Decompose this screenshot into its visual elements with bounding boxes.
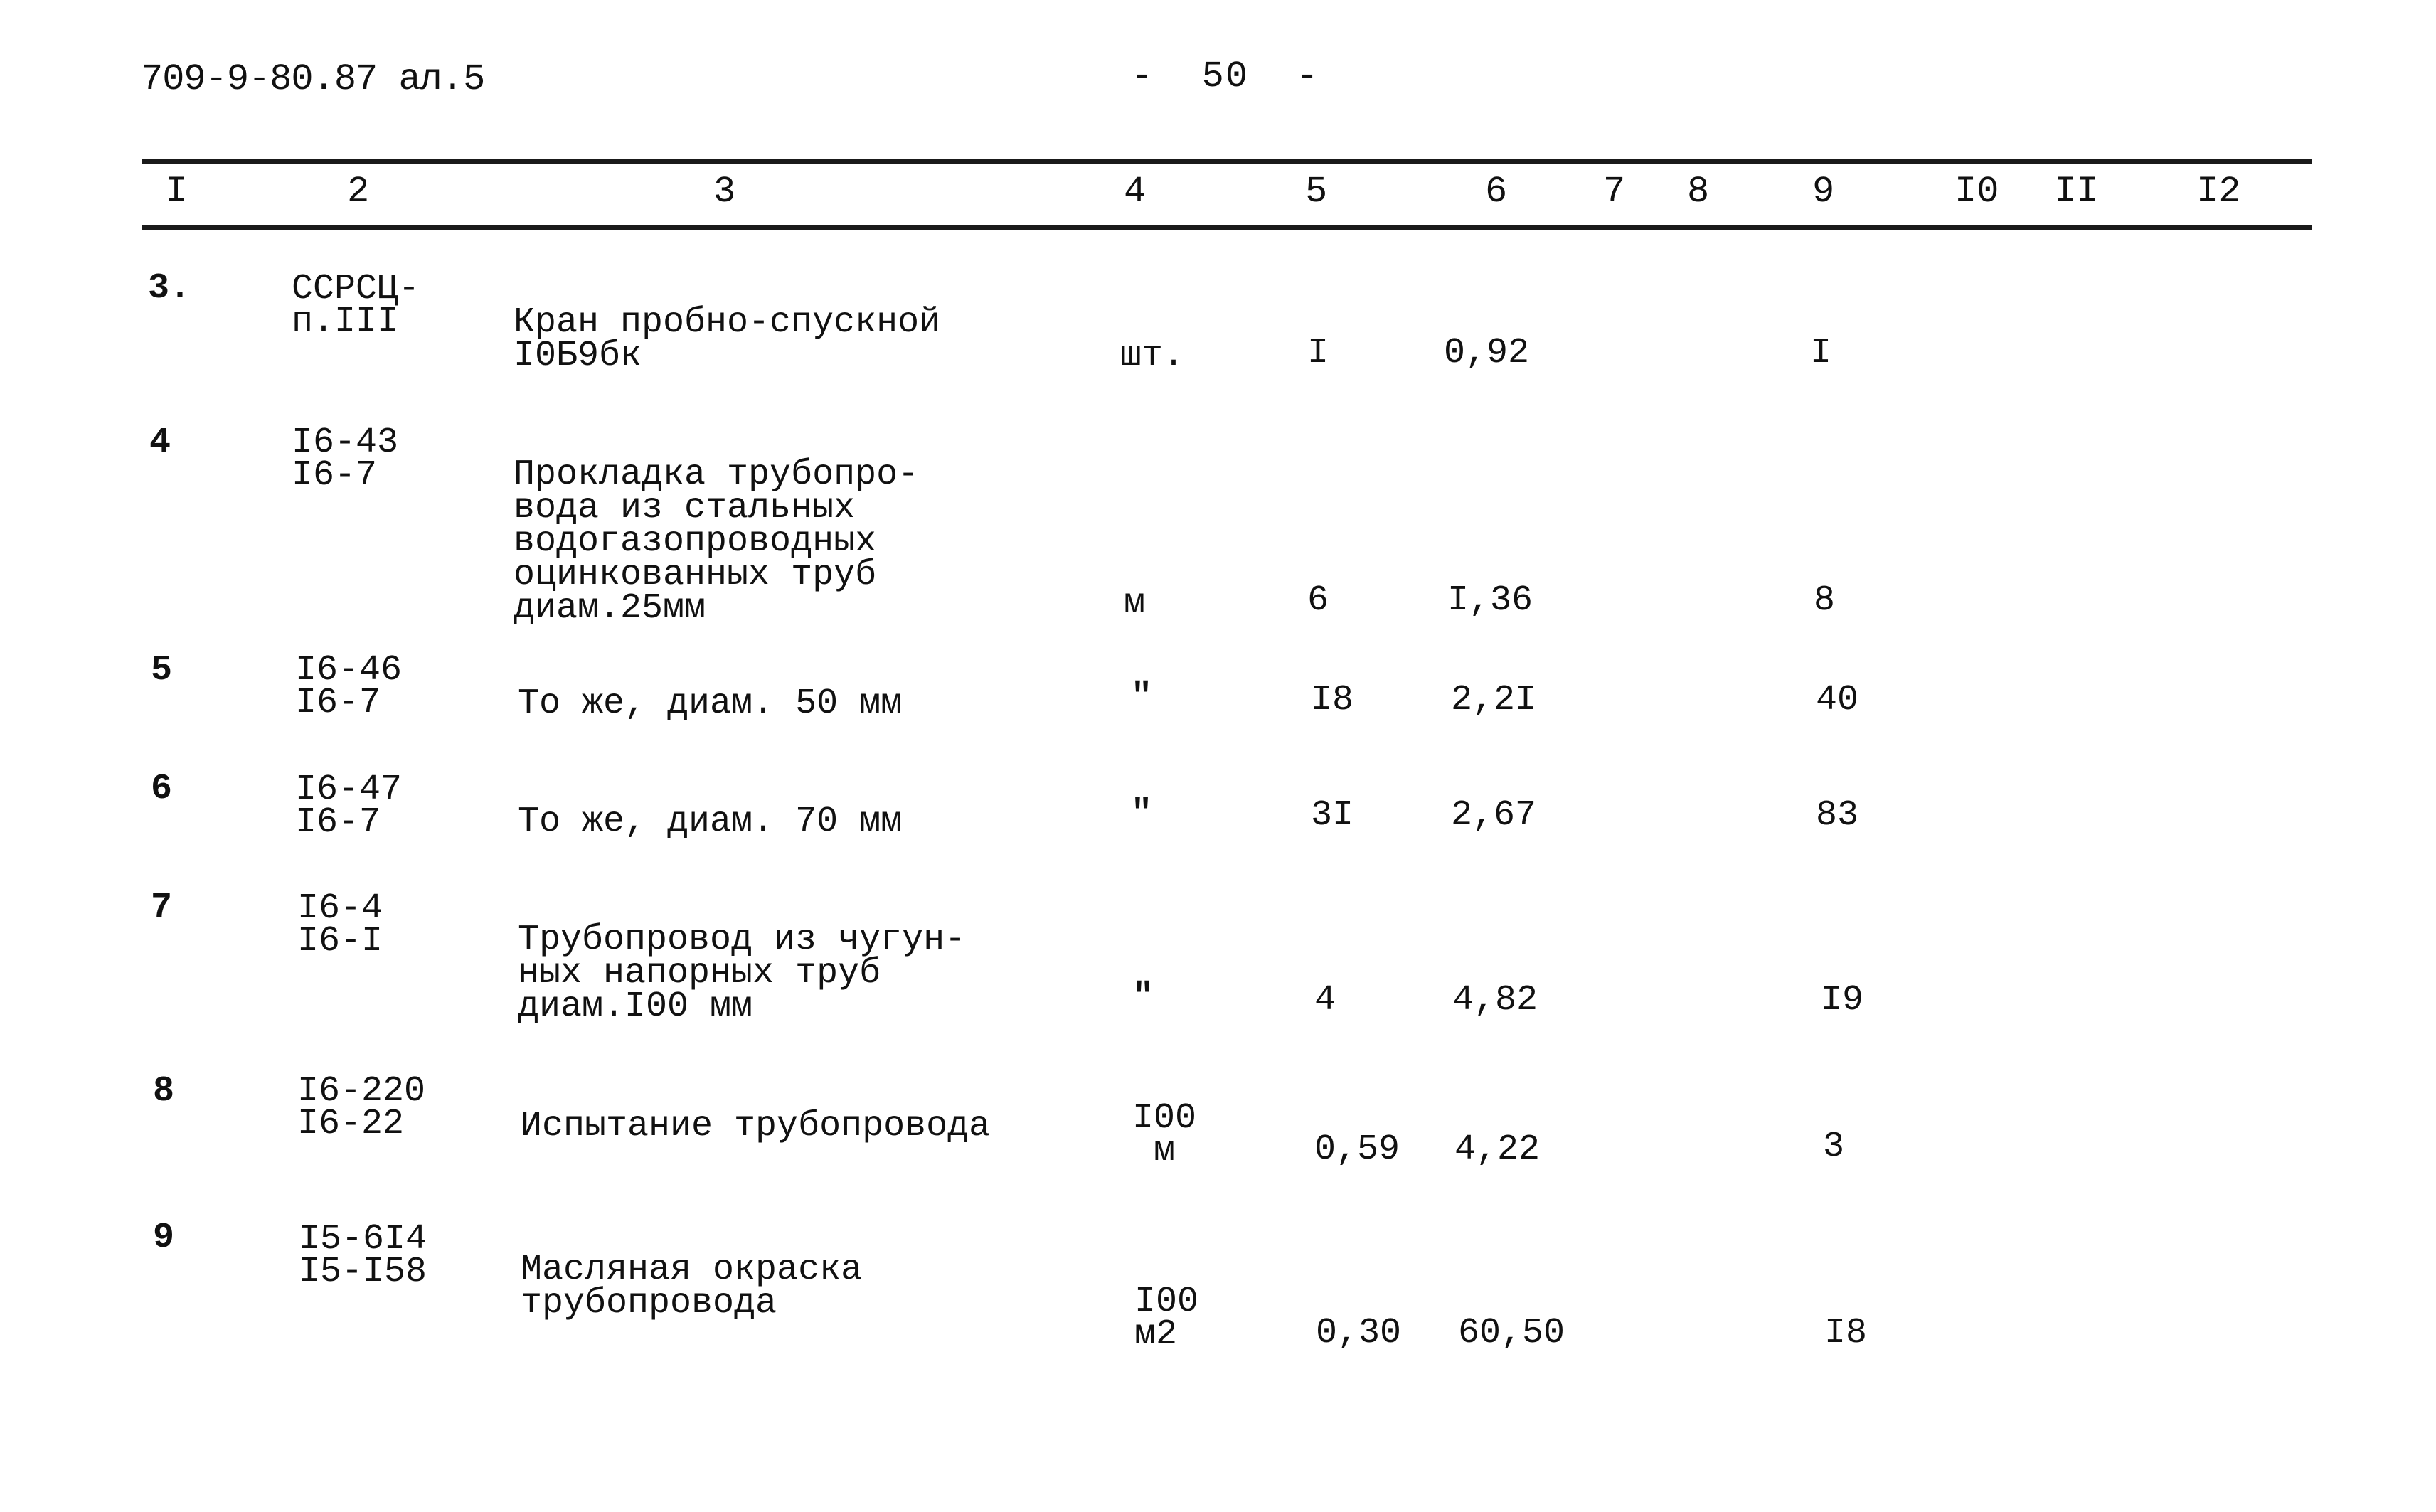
row-number: 3.	[148, 268, 191, 309]
row-total: 83	[1816, 795, 1859, 836]
row-unit: шт.	[1120, 336, 1185, 376]
column-number: 3	[713, 171, 736, 213]
table-top-rule	[142, 159, 2312, 164]
row-total: 8	[1814, 580, 1836, 621]
column-number: I0	[1954, 171, 1999, 213]
row-unit: м	[1124, 583, 1146, 624]
row-unit: "	[1131, 794, 1153, 834]
row-price: 4,22	[1454, 1129, 1541, 1170]
row-unit: "	[1131, 677, 1153, 718]
column-number: II	[2054, 171, 2099, 213]
row-code: ССРСЦ- п.III	[292, 269, 420, 342]
row-name: То же, диам. 70 мм	[518, 802, 903, 842]
row-name: Масляная окраска трубопровода	[521, 1250, 863, 1324]
row-name: То же, диам. 50 мм	[518, 683, 903, 724]
document-code: 709-9-80.87 ал.5	[141, 58, 485, 100]
row-unit: I00 м2	[1134, 1282, 1199, 1355]
row-price: 2,2I	[1451, 680, 1537, 720]
column-number: 5	[1305, 171, 1328, 213]
column-number: 7	[1603, 171, 1626, 213]
column-number: 4	[1124, 171, 1147, 213]
row-quantity: 4	[1314, 980, 1336, 1021]
row-number: 4	[149, 422, 171, 463]
row-price: I,36	[1447, 580, 1533, 621]
row-total: I9	[1821, 980, 1864, 1021]
row-total: I	[1810, 333, 1832, 373]
column-number: 6	[1485, 171, 1508, 213]
row-name: Трубопровод из чугун- ных напорных труб диам.I00 мм	[518, 920, 967, 1027]
row-code: I5-6I4 I5-I58	[299, 1219, 427, 1292]
row-price: 4,82	[1452, 980, 1538, 1021]
table-header-rule	[142, 225, 2312, 230]
row-unit: I00 м	[1132, 1098, 1197, 1171]
row-code: I6-47 I6-7	[295, 770, 403, 843]
row-price: 60,50	[1458, 1313, 1565, 1353]
column-number: 9	[1812, 171, 1835, 213]
row-number: 9	[153, 1218, 175, 1258]
row-number: 6	[151, 769, 173, 809]
row-total: 3	[1823, 1127, 1845, 1167]
row-code: I6-46 I6-7	[295, 650, 403, 723]
row-name: Испытание трубопровода	[521, 1106, 991, 1146]
row-number: 7	[151, 888, 173, 928]
row-code: I6-220 I6-22	[297, 1071, 426, 1144]
row-quantity: I	[1307, 333, 1329, 373]
column-number: 2	[347, 171, 370, 213]
row-number: 5	[151, 650, 173, 691]
row-name: Прокладка трубопро- вода из стальных водогазопроводных оцинкованных труб диам.25мм	[514, 454, 920, 629]
row-quantity: 0,30	[1316, 1313, 1402, 1353]
row-quantity: 0,59	[1314, 1129, 1400, 1170]
row-quantity: 6	[1307, 580, 1329, 621]
row-quantity: 3I	[1311, 795, 1354, 836]
row-number: 8	[153, 1071, 175, 1112]
row-name: Кран пробно-спускной I0Б9бк	[514, 302, 941, 376]
row-code: I6-4 I6-I	[297, 888, 383, 962]
row-total: 40	[1816, 680, 1859, 720]
row-price: 2,67	[1451, 795, 1537, 836]
column-number: 8	[1687, 171, 1710, 213]
row-price: 0,92	[1444, 333, 1530, 373]
column-number: I	[165, 171, 188, 213]
row-total: I8	[1824, 1313, 1868, 1353]
page-number: - 50 -	[1131, 55, 1320, 97]
column-number: I2	[2196, 171, 2241, 213]
row-code: I6-43 I6-7	[292, 422, 399, 496]
row-quantity: I8	[1311, 680, 1354, 720]
row-unit: "	[1132, 977, 1154, 1018]
